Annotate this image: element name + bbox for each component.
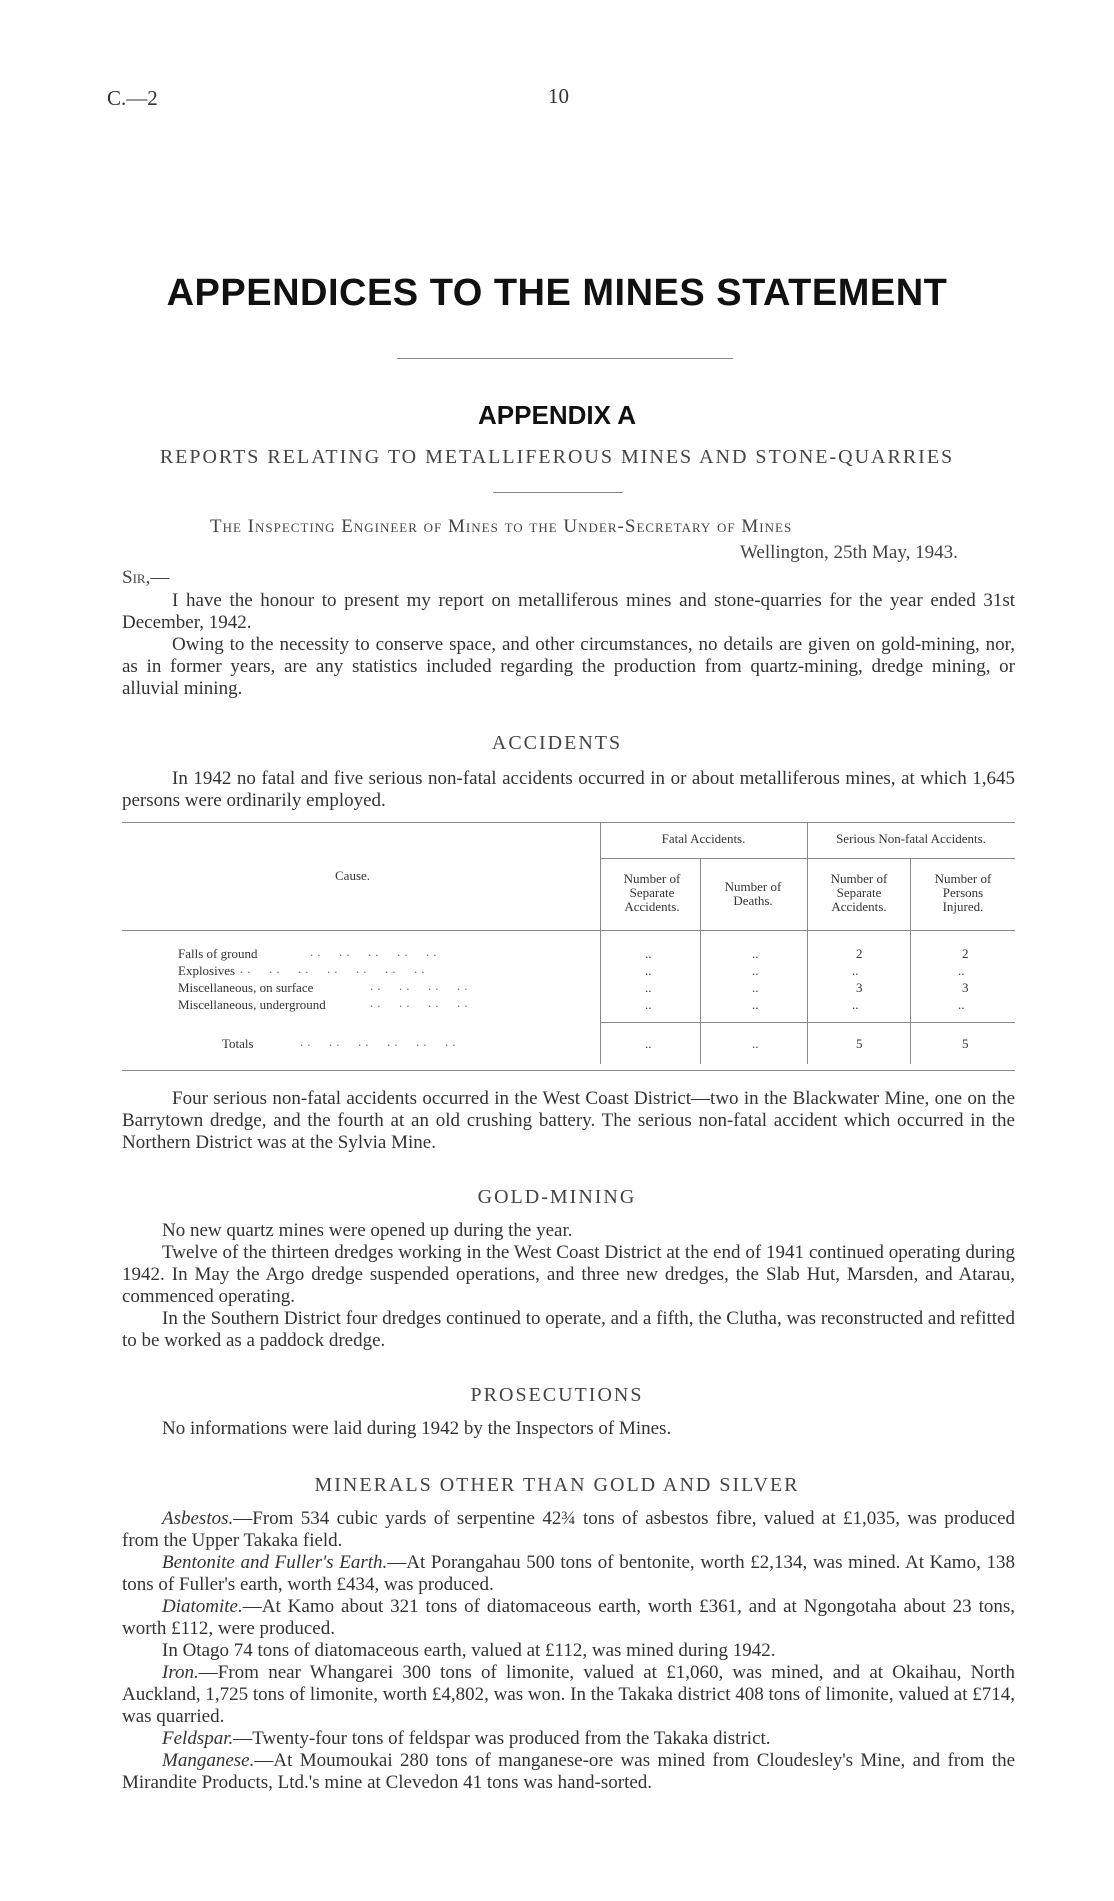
gold-paragraph-3: In the Southern District four dredges continued to operate, and a fifth, the Clutha, was reconstructed and refitted to be worked as a paddock dredge. xyxy=(122,1308,1015,1351)
asbestos-label: Asbestos. xyxy=(162,1508,234,1529)
table-group-rule xyxy=(600,858,1015,859)
manganese-label: Manganese. xyxy=(162,1750,255,1771)
bentonite-text: —At Porangahau 500 tons of bentonite, worth £2,134, was mined. At Kamo, 138 tons of Fuller's earth, worth £434, was produced. xyxy=(122,1552,1015,1595)
prosecutions-heading: PROSECUTIONS xyxy=(470,1384,644,1406)
totals-persons-injured: 5 xyxy=(962,1036,969,1051)
row-persons-injured: .. xyxy=(958,997,965,1012)
table-header-serious-accidents: Number of Separate Accidents. xyxy=(830,871,888,914)
table-header-fatal-accidents: Number of Separate Accidents. xyxy=(623,871,681,914)
salutation: Sir,— xyxy=(122,567,170,588)
row-serious-accidents: .. xyxy=(852,997,859,1012)
row-persons-injured: 3 xyxy=(962,980,969,995)
gold-paragraph-2: Twelve of the thirteen dredges working in the West Coast District at the end of 1941 continued operating during 1942. In May the Argo dredge suspended operations, and three new dredges, the Slab Hut, Marsden, and Atarau, commenced operating. xyxy=(122,1242,1015,1307)
totals-fatal-accidents: .. xyxy=(645,1036,652,1051)
row-leader: .. .. .. .. .. .. xyxy=(300,1034,460,1049)
diatomite-paragraph-2: In Otago 74 tons of diatomaceous earth, valued at £112, was mined during 1942. xyxy=(162,1640,776,1661)
prosecutions-paragraph: No informations were laid during 1942 by the Inspectors of Mines. xyxy=(162,1418,672,1439)
feldspar-text: —Twenty-four tons of feldspar was produced from the Takaka district. xyxy=(233,1728,771,1749)
row-cause: Falls of ground xyxy=(178,946,258,961)
subtitle-divider xyxy=(493,492,623,493)
document-reference: C.—2 xyxy=(107,86,158,110)
gold-mining-heading: GOLD-MINING xyxy=(477,1186,637,1208)
table-header-rule xyxy=(122,930,1015,931)
row-leader: .. .. .. .. .. .. .. xyxy=(240,961,429,976)
intro-paragraph-2: Owing to the necessity to conserve space, and other circumstances, no details are given on gold-mining, nor, as in former years, are any statistics included regarding the production from quartz-mining, dredge mining, or alluvial mining. xyxy=(122,634,1015,699)
row-serious-accidents: .. xyxy=(852,963,859,978)
row-deaths: .. xyxy=(752,980,759,995)
row-deaths: .. xyxy=(752,997,759,1012)
bentonite-paragraph xyxy=(122,1552,1015,1596)
manganese-paragraph xyxy=(122,1750,1015,1794)
totals-serious-accidents: 5 xyxy=(856,1036,863,1051)
table-totals-rule xyxy=(600,1022,1015,1023)
appendix-title: APPENDIX A xyxy=(478,400,636,430)
row-leader: .. .. .. .. .. xyxy=(310,944,441,959)
row-deaths: .. xyxy=(752,963,759,978)
row-fatal-accidents: .. xyxy=(645,997,652,1012)
row-serious-accidents: 2 xyxy=(856,946,863,961)
diatomite-label: Diatomite. xyxy=(162,1596,243,1617)
feldspar-paragraph xyxy=(122,1728,1015,1750)
manganese-text: —At Moumoukai 280 tons of manganese-ore was mined from Cloudesley's Mine, and from the Mirandite Products, Ltd.'s mine at Clevedon 41 tons was hand-sorted. xyxy=(122,1750,1015,1793)
row-leader: .. .. .. .. xyxy=(370,978,472,993)
diatomite-paragraph xyxy=(122,1596,1015,1640)
row-leader: .. .. .. .. xyxy=(370,995,472,1010)
intro-paragraph-1: I have the honour to present my report on metalliferous mines and stone-quarries for the year ended 31st December, 1942. xyxy=(122,590,1015,633)
table-header-fatal: Fatal Accidents. xyxy=(661,831,746,846)
iron-paragraph xyxy=(122,1662,1015,1728)
row-cause: Miscellaneous, on surface xyxy=(178,980,314,995)
table-divider-serious xyxy=(910,858,911,1064)
row-fatal-accidents: .. xyxy=(645,963,652,978)
row-fatal-accidents: .. xyxy=(645,980,652,995)
table-header-cause: Cause. xyxy=(335,868,371,883)
table-header-deaths: Number of Deaths. xyxy=(724,879,782,908)
row-persons-injured: 2 xyxy=(962,946,969,961)
diatomite-text: —At Kamo about 321 tons of diatomaceous earth, worth £361, and at Ngongotaha about 23 tons, worth £112, were produced. xyxy=(122,1596,1015,1639)
totals-deaths: .. xyxy=(752,1036,759,1051)
iron-label: Iron. xyxy=(162,1662,199,1683)
gold-paragraph-1: No new quartz mines were opened up during the year. xyxy=(162,1220,573,1241)
row-cause: Miscellaneous, underground xyxy=(178,997,326,1012)
table-header-serious: Serious Non-fatal Accidents. xyxy=(836,831,986,846)
row-deaths: .. xyxy=(752,946,759,961)
row-persons-injured: .. xyxy=(958,963,965,978)
addressee: The Inspecting Engineer of Mines to the Under-Secretary of Mines xyxy=(210,516,793,537)
bentonite-label: Bentonite and Fuller's Earth. xyxy=(162,1552,388,1573)
feldspar-label: Feldspar. xyxy=(162,1728,234,1749)
page-number: 10 xyxy=(548,84,569,108)
main-title: APPENDICES TO THE MINES STATEMENT xyxy=(166,272,948,314)
asbestos-text: —From 534 cubic yards of serpentine 42¾ tons of asbestos fibre, valued at £1,035, was produced from the Upper Takaka field. xyxy=(122,1508,1015,1551)
iron-text: —From near Whangarei 300 tons of limonite, valued at £1,060, was mined, and at Okaihau, North Auckland, 1,725 tons of limonite, worth £4,802, was won. In the Takaka district 408 tons of limonite, valued at £714, was quarried. xyxy=(122,1662,1015,1727)
accidents-paragraph-2: Four serious non-fatal accidents occurred in the West Coast District—two in the Blackwater Mine, one on the Barrytown dredge, and the fourth at an old crushing battery. The serious non-fatal accident which occurred in the Northern District was at the Sylvia Mine. xyxy=(122,1088,1015,1153)
minerals-heading: MINERALS OTHER THAN GOLD AND SILVER xyxy=(314,1474,800,1496)
asbestos-paragraph xyxy=(122,1508,1015,1552)
totals-label: Totals xyxy=(222,1036,254,1051)
row-fatal-accidents: .. xyxy=(645,946,652,961)
row-serious-accidents: 3 xyxy=(856,980,863,995)
title-divider xyxy=(397,358,733,359)
table-top-rule xyxy=(122,822,1015,823)
accidents-paragraph-1: In 1942 no fatal and five serious non-fatal accidents occurred in or about metalliferous mines, at which 1,645 persons were ordinarily employed. xyxy=(122,768,1015,811)
accidents-heading: ACCIDENTS xyxy=(491,732,623,754)
row-cause: Explosives xyxy=(178,963,236,978)
table-header-persons-injured: Number of Persons Injured. xyxy=(934,871,992,914)
table-divider-fatal xyxy=(700,858,701,1064)
place-date: Wellington, 25th May, 1943. xyxy=(740,542,958,563)
appendix-subtitle: REPORTS RELATING TO METALLIFEROUS MINES AND STONE-QUARRIES xyxy=(159,446,955,468)
table-bottom-rule xyxy=(122,1070,1015,1071)
